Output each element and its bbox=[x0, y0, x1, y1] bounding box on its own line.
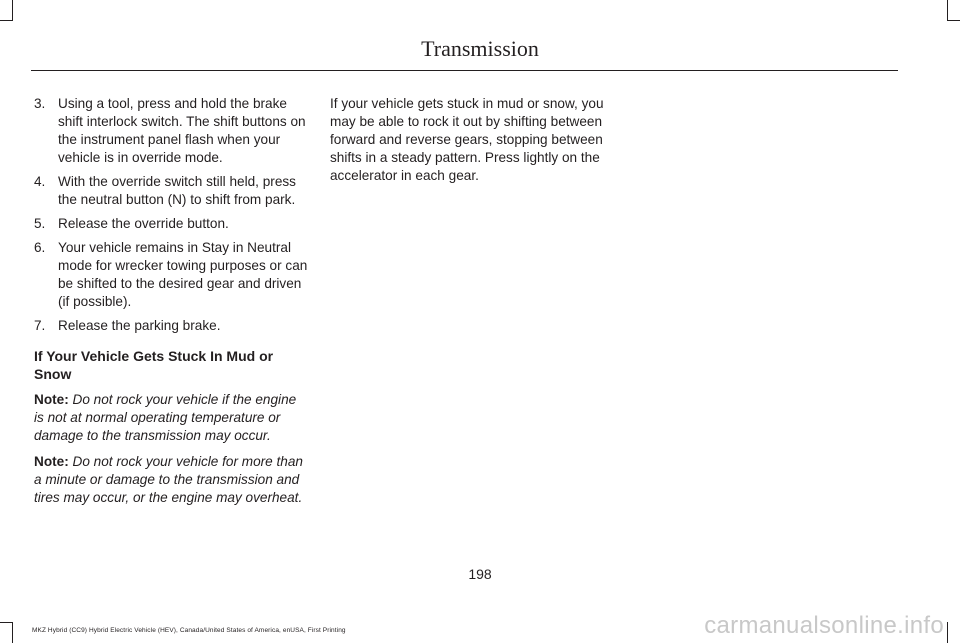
page-title: Transmission bbox=[421, 36, 539, 61]
body-paragraph: If your vehicle gets stuck in mud or snow, you may be able to rock it out by shifting between forward and reverse gears, stopping between shifts in a steady pattern. Press lightly on the accelerator in each gear. bbox=[330, 96, 604, 183]
list-item bbox=[34, 317, 309, 335]
note-paragraph bbox=[34, 391, 309, 445]
list-item bbox=[34, 215, 309, 233]
note-label: Note: bbox=[34, 454, 69, 469]
step-list bbox=[34, 95, 309, 335]
list-item bbox=[34, 95, 309, 167]
note-text: Do not rock your vehicle if the engine is not at normal operating temperature or damage to the transmission may occur. bbox=[34, 392, 297, 443]
crop-mark-top-left-vertical bbox=[12, 0, 13, 20]
step-number: 7. bbox=[34, 318, 46, 333]
crop-mark-top-right-horizontal bbox=[947, 20, 960, 21]
step-number: 6. bbox=[34, 240, 46, 255]
step-number: 5. bbox=[34, 216, 46, 231]
header-divider bbox=[31, 70, 898, 71]
step-text: With the override switch still held, press the neutral button (N) to shift from park. bbox=[58, 174, 296, 207]
crop-mark-bottom-left-horizontal bbox=[0, 622, 13, 623]
step-number: 4. bbox=[34, 174, 46, 189]
step-text: Release the parking brake. bbox=[58, 318, 221, 333]
step-text: Your vehicle remains in Stay in Neutral mode for wrecker towing purposes or can be shifted to the desired gear and driven (if possible). bbox=[58, 240, 308, 309]
watermark: carmanualsonline.info bbox=[704, 612, 944, 639]
crop-mark-bottom-right-vertical bbox=[947, 622, 948, 643]
list-item bbox=[34, 239, 309, 311]
page-number: 198 bbox=[468, 566, 492, 582]
note-text: Do not rock your vehicle for more than a minute or damage to the transmission and tires may occur, or the engine may overheat. bbox=[34, 454, 303, 505]
left-column bbox=[34, 95, 309, 515]
crop-mark-bottom-left-vertical bbox=[12, 622, 13, 643]
section-heading: If Your Vehicle Gets Stuck In Mud or Snow bbox=[34, 348, 274, 382]
step-number: 3. bbox=[34, 96, 46, 111]
note-paragraph bbox=[34, 453, 309, 507]
right-column bbox=[330, 95, 610, 185]
note-label: Note: bbox=[34, 392, 69, 407]
step-text: Release the override button. bbox=[58, 216, 229, 231]
crop-mark-top-left-horizontal bbox=[0, 20, 13, 21]
crop-mark-top-right-vertical bbox=[947, 0, 948, 20]
list-item bbox=[34, 173, 309, 209]
footer-text: MKZ Hybrid (CC9) Hybrid Electric Vehicle (HEV), Canada/United States of America, enUSA, First Printing bbox=[32, 627, 346, 634]
step-text: Using a tool, press and hold the brake shift interlock switch. The shift buttons on the instrument panel flash when your vehicle is in override mode. bbox=[58, 96, 306, 165]
